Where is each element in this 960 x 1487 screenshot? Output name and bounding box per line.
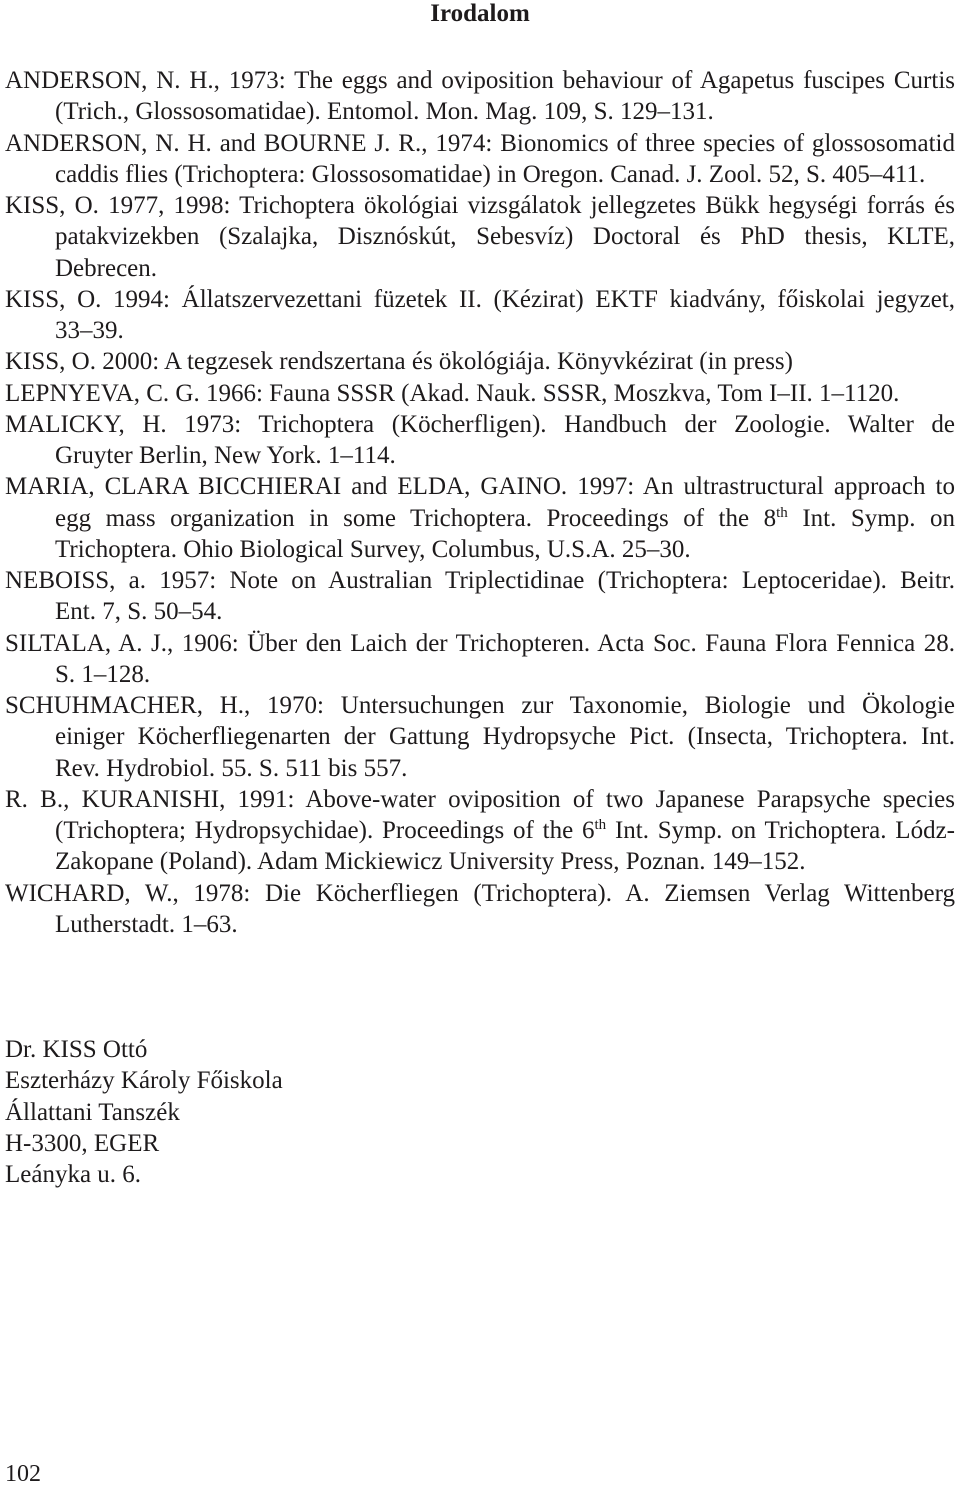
address-line: Leányka u. 6. bbox=[5, 1161, 142, 1188]
reference-line: KISS, O. 2000: A tegzesek rendszertana és ökológiája. Könyvkézirat (in press) bbox=[5, 348, 793, 376]
reference-line: WICHARD, W., 1978: Die Köcherfliegen (Trichoptera). A. Ziemsen Verlag Wittenberg bbox=[5, 879, 955, 907]
reference-line: caddis flies (Trichoptera: Glossosomatidae) in Oregon. Canad. J. Zool. 52, S. 405–411. bbox=[55, 160, 926, 188]
reference-entry bbox=[5, 190, 955, 284]
reference-line: Lutherstadt. 1–63. bbox=[55, 910, 238, 938]
reference-line: Ent. 7, S. 50–54. bbox=[55, 598, 223, 626]
reference-text: Int. Symp. on Trichoptera. Lódz- bbox=[606, 817, 955, 844]
reference-line: ANDERSON, N. H., 1973: The eggs and oviposition behaviour of Agapetus fuscipes Curtis bbox=[5, 67, 955, 94]
reference-entry bbox=[5, 284, 955, 347]
reference-line: NEBOISS, a. 1957: Note on Australian Triplectidinae (Trichoptera: Leptoceridae). Beitr. bbox=[5, 567, 955, 594]
reference-line: einiger Köcherfliegenarten der Gattung Hydropsyche Pict. (Insecta, Trichoptera. Int. bbox=[55, 723, 955, 751]
address-line: H-3300, EGER bbox=[5, 1129, 160, 1157]
reference-entry bbox=[5, 628, 955, 691]
reference-line: Rev. Hydrobiol. 55. S. 511 bis 557. bbox=[55, 754, 408, 782]
reference-entry bbox=[5, 471, 955, 565]
reference-list bbox=[5, 65, 955, 940]
reference-line: MARIA, CLARA BICCHIERAI and ELDA, GAINO. 1997: An ultrastructural approach to bbox=[5, 473, 955, 501]
address-line: Eszterházy Károly Főiskola bbox=[5, 1067, 283, 1095]
reference-entry bbox=[5, 378, 955, 409]
reference-entry bbox=[5, 346, 955, 377]
reference-line: S. 1–128. bbox=[55, 660, 151, 688]
reference-entry bbox=[5, 409, 955, 472]
reference-line: KISS, O. 1977, 1998: Trichoptera ökológiai vizsgálatok jellegzetes Bükk hegységi forrás és bbox=[5, 192, 955, 219]
reference-line: patakvizekben (Szalajka, Disznóskút, Sebesvíz) Doctoral és PhD thesis, KLTE, bbox=[55, 223, 955, 251]
reference-line: R. B., KURANISHI, 1991: Above-water oviposition of two Japanese Parapsyche species bbox=[5, 785, 955, 813]
reference-line: SILTALA, A. J., 1906: Über den Laich der Trichopteren. Acta Soc. Fauna Flora Fennica 28. bbox=[5, 629, 955, 657]
reference-line bbox=[5, 815, 955, 846]
reference-line: LEPNYEVA, C. G. 1966: Fauna SSSR (Akad. Nauk. SSSR, Moszkva, Tom I–II. 1–1120. bbox=[5, 379, 900, 407]
reference-line bbox=[5, 503, 955, 534]
section-heading: Irodalom bbox=[430, 0, 530, 27]
reference-entry bbox=[5, 878, 955, 941]
reference-entry bbox=[5, 690, 955, 784]
reference-entry bbox=[5, 565, 955, 628]
superscript: th bbox=[594, 817, 607, 833]
reference-line: (Trich., Glossosomatidae). Entomol. Mon. Mag. 109, S. 129–131. bbox=[55, 98, 714, 126]
reference-line: Debrecen. bbox=[55, 254, 158, 282]
author-address bbox=[5, 1034, 605, 1190]
address-line: Állattani Tanszék bbox=[5, 1098, 180, 1126]
reference-line: Zakopane (Poland). Adam Mickiewicz University Press, Poznan. 149–152. bbox=[55, 848, 806, 876]
reference-entry bbox=[5, 128, 955, 191]
reference-line: ANDERSON, N. H. and BOURNE J. R., 1974: Bionomics of three species of glossosomatid bbox=[5, 129, 955, 157]
page-number: 102 bbox=[5, 1461, 41, 1487]
reference-text: (Trichoptera; Hydropsychidae). Proceedings of the 6 bbox=[55, 817, 595, 844]
superscript: th bbox=[776, 504, 788, 521]
reference-line: Trichoptera. Ohio Biological Survey, Columbus, U.S.A. 25–30. bbox=[55, 535, 691, 563]
reference-text: egg mass organization in some Trichoptera. Proceedings of the 8 bbox=[55, 504, 777, 532]
address-line: Dr. KISS Ottó bbox=[5, 1036, 148, 1063]
reference-line: KISS, O. 1994: Állatszervezettani füzetek II. (Kézirat) EKTF kiadvány, főiskolai jegyzet, bbox=[5, 285, 955, 313]
reference-line: SCHUHMACHER, H., 1970: Untersuchungen zur Taxonomie, Biologie und Ökologie bbox=[5, 692, 955, 719]
reference-line: 33–39. bbox=[55, 317, 124, 344]
reference-entry bbox=[5, 784, 955, 878]
reference-line: MALICKY, H. 1973: Trichoptera (Köcherfligen). Handbuch der Zoologie. Walter de bbox=[5, 410, 955, 438]
reference-entry bbox=[5, 65, 955, 128]
reference-text: Int. Symp. on bbox=[787, 504, 955, 532]
reference-line: Gruyter Berlin, New York. 1–114. bbox=[55, 442, 396, 469]
